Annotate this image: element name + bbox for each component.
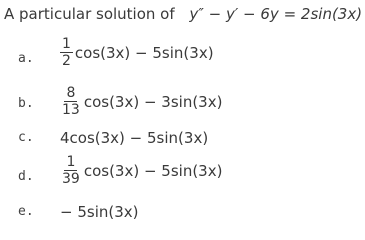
differential-equation: y″ − y′ − 6y = 2sin(3x) [189, 5, 363, 23]
option-b[interactable] [0, 86, 365, 116]
expression-tail: cos(3x) − 5sin(3x) [83, 161, 223, 180]
fraction-denominator: 39 [62, 171, 80, 187]
fraction [60, 155, 82, 186]
fraction [60, 37, 73, 68]
option-expression: 4cos(3x) − 5sin(3x) [60, 129, 209, 147]
fraction-numerator: 8 [66, 85, 76, 101]
expression-tail: cos(3x) − 5sin(3x) [74, 43, 214, 62]
question-text [4, 5, 362, 23]
option-expression: − 5sin(3x) [60, 203, 139, 221]
fraction-numerator: 1 [62, 36, 71, 52]
option-letter: a. [18, 51, 34, 66]
option-letter: b. [18, 96, 34, 111]
option-letter: d. [18, 169, 34, 184]
option-expression [60, 37, 214, 68]
option-letter: c. [18, 130, 34, 145]
expression-tail: cos(3x) − 3sin(3x) [83, 92, 223, 111]
option-letter: e. [18, 204, 34, 219]
option-expression [60, 86, 222, 117]
question-prefix: A particular solution of [4, 5, 175, 23]
fraction [60, 86, 82, 117]
fraction-denominator: 13 [62, 102, 80, 118]
fraction-numerator: 1 [66, 154, 76, 170]
fraction-denominator: 2 [62, 53, 71, 69]
option-e[interactable] [0, 203, 365, 233]
option-a[interactable] [0, 37, 365, 67]
option-d[interactable] [0, 155, 365, 185]
option-expression [60, 155, 222, 186]
